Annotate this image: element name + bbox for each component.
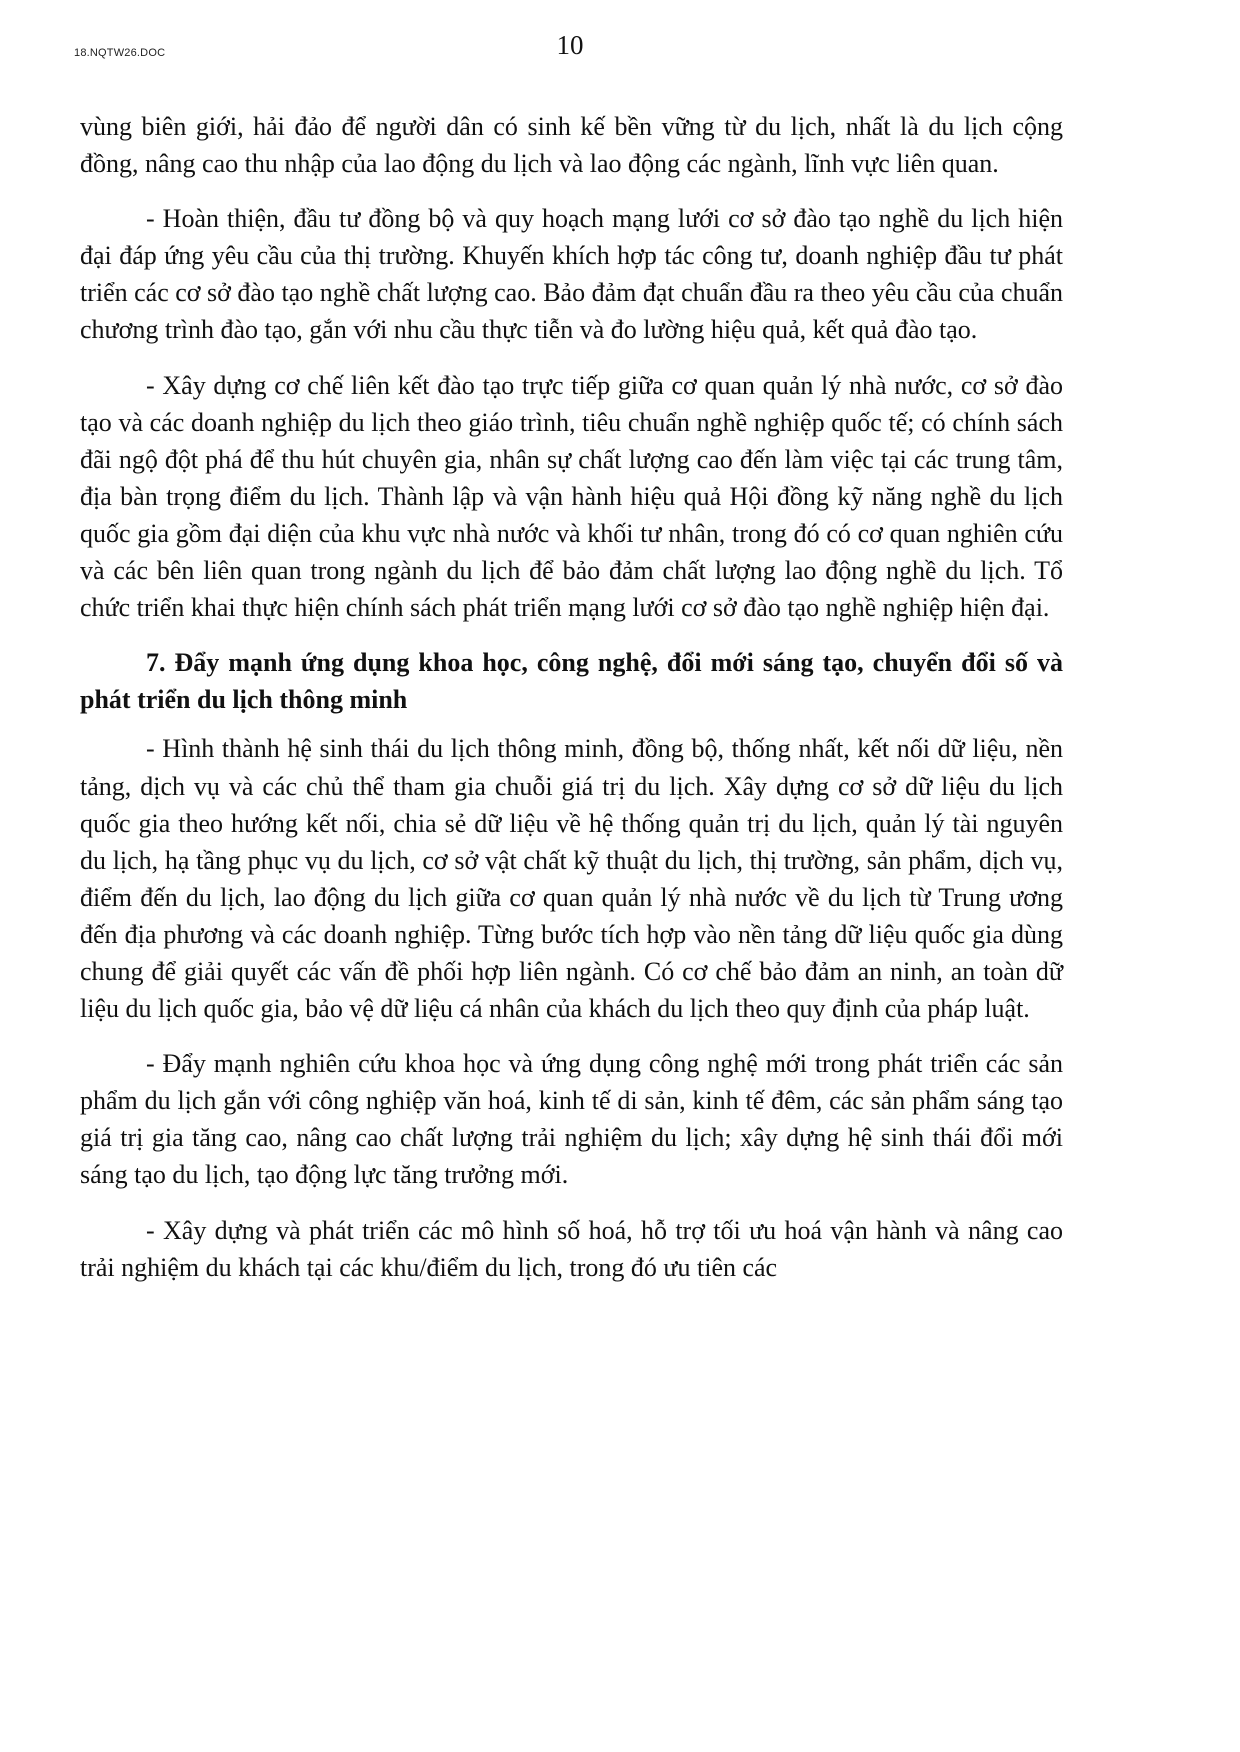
paragraph: - Hình thành hệ sinh thái du lịch thông minh, đồng bộ, thống nhất, kết nối dữ liệu, nền tảng, dịch vụ và các chủ thể tham gia chuỗi giá trị du lịch. Xây dựng cơ sở dữ liệu du lịch quốc gia theo hướng kết nối, chia sẻ dữ liệu về hệ thống quản trị du lịch, quản lý tài nguyên du lịch, hạ tầng phục vụ du lịch, cơ sở vật chất kỹ thuật du lịch, thị trường, sản phẩm, dịch vụ, điểm đến du lịch, lao động du lịch giữa cơ quan quản lý nhà nước về du lịch từ Trung ương đến địa phương và các doanh nghiệp. Từng bước tích hợp vào nền tảng dữ liệu quốc gia dùng chung để giải quyết các vấn đề phối hợp liên ngành. Có cơ chế bảo đảm an ninh, an toàn dữ liệu du lịch quốc gia, bảo vệ dữ liệu cá nhân của khách du lịch theo quy định của pháp luật. [80,734,1063,1024]
section-heading: 7. Đẩy mạnh ứng dụng khoa học, công nghệ, đổi mới sáng tạo, chuyển đổi số và phát triển du lịch thông minh [80,648,1063,715]
paragraph: - Xây dựng và phát triển các mô hình số hoá, hỗ trợ tối ưu hoá vận hành và nâng cao trải nghiệm du khách tại các khu/điểm du lịch, trong đó ưu tiên các [80,1215,1063,1282]
paragraph: - Xây dựng cơ chế liên kết đào tạo trực tiếp giữa cơ quan quản lý nhà nước, cơ sở đào tạo và các doanh nghiệp du lịch theo giáo trình, tiêu chuẩn nghề nghiệp quốc tế; có chính sách đãi ngộ đột phá để thu hút chuyên gia, nhân sự chất lượng cao đến làm việc tại các trung tâm, địa bàn trọng điểm du lịch. Thành lập và vận hành hiệu quả Hội đồng kỹ năng nghề du lịch quốc gia gồm đại diện của khu vực nhà nước và khối tư nhân, trong đó có cơ quan nghiên cứu và các bên liên quan trong ngành du lịch để bảo đảm chất lượng lao động nghề du lịch. Tổ chức triển khai thực hiện chính sách phát triển mạng lưới cơ sở đào tạo nghề nghiệp hiện đại. [80,370,1063,623]
paragraph: - Đẩy mạnh nghiên cứu khoa học và ứng dụng công nghệ mới trong phát triển các sản phẩm du lịch gắn với công nghiệp văn hoá, kinh tế di sản, kinh tế đêm, các sản phẩm sáng tạo giá trị gia tăng cao, nâng cao chất lượng trải nghiệm du lịch; xây dựng hệ sinh thái đổi mới sáng tạo du lịch, tạo động lực tăng trưởng mới. [80,1049,1063,1190]
document-file-label: 18.NQTW26.DOC [74,47,166,59]
paragraph: - Hoàn thiện, đầu tư đồng bộ và quy hoạch mạng lưới cơ sở đào tạo nghề du lịch hiện đại đáp ứng yêu cầu của thị trường. Khuyến khích hợp tác công tư, doanh nghiệp đầu tư phát triển các cơ sở đào tạo nghề chất lượng cao. Bảo đảm đạt chuẩn đầu ra theo yêu cầu của chuẩn chương trình đào tạo, gắn với nhu cầu thực tiễn và đo lường hiệu quả, kết quả đào tạo. [80,204,1063,345]
document-body [80,108,1063,1304]
paragraph: vùng biên giới, hải đảo để người dân có sinh kế bền vững từ du lịch, nhất là du lịch cộng đồng, nâng cao thu nhập của lao động du lịch và lao động các ngành, lĩnh vực liên quan. [80,112,1063,179]
page-number: 10 [556,30,584,60]
